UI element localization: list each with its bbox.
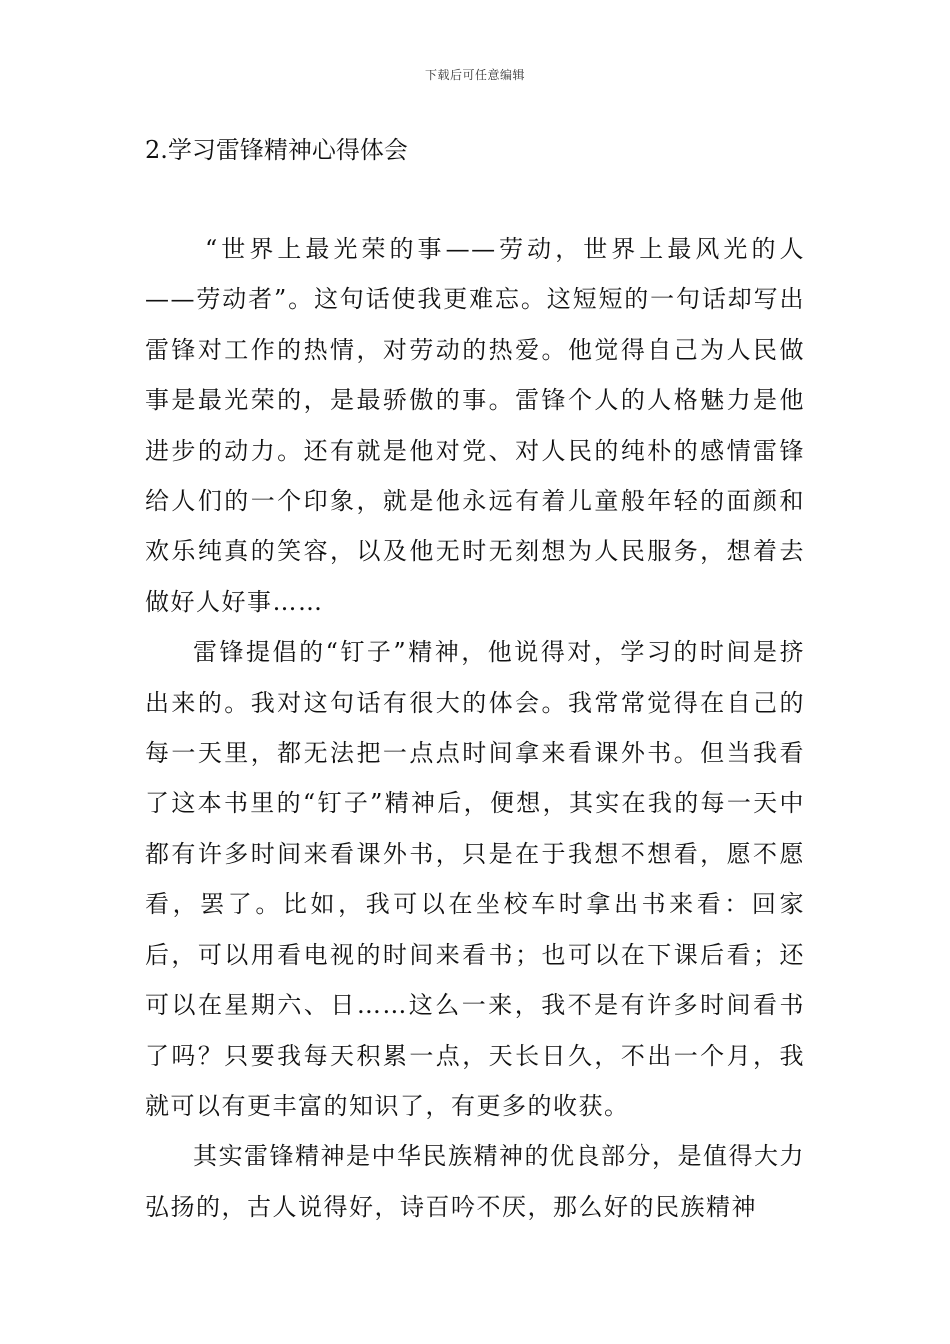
document-title: 2.学习雷锋精神心得体会 [145, 136, 408, 164]
paragraph-2: 雷锋提倡的“钉子”精神，他说得对，学习的时间是挤出来的。我对这句话有很大的体会。我常常觉得在自己的每一天里，都无法把一点点时间拿来看课外书。但当我看了这本书里的“钉子”精神后，便想，其实在我的每一天中都有许多时间来看课外书，只是在于我想不想看，愿不愿看，罢了。比如，我可以在坐校车时拿出书来看：回家后，可以用看电视的时间来看书；也可以在下课后看；还可以在星期六、日……这么一来，我不是有许多时间看书了吗？只要我每天积累一点，天长日久，不出一个月，我就可以有更丰富的知识了，有更多的收获。 [145, 638, 805, 1120]
paragraph-1: “世界上最光荣的事——劳动，世界上最风光的人——劳动者”。这句话使我更难忘。这短短的一句话却写出雷锋对工作的热情，对劳动的热爱。他觉得自己为人民做事是最光荣的，是最骄傲的事。雷锋个人的人格魅力是他进步的动力。还有就是他对党、对人民的纯朴的感情雷锋给人们的一个印象，就是他永远有着儿童般年轻的面颜和欢乐纯真的笑容，以及他无时无刻想为人民服务，想着去做好人好事…… [145, 235, 805, 616]
document-body [145, 224, 805, 1232]
header-note: 下载后可任意编辑 [424, 68, 525, 82]
paragraph-3: 其实雷锋精神是中华民族精神的优良部分，是值得大力弘扬的，古人说得好，诗百吟不厌，那么好的民族精神 [145, 1142, 805, 1221]
